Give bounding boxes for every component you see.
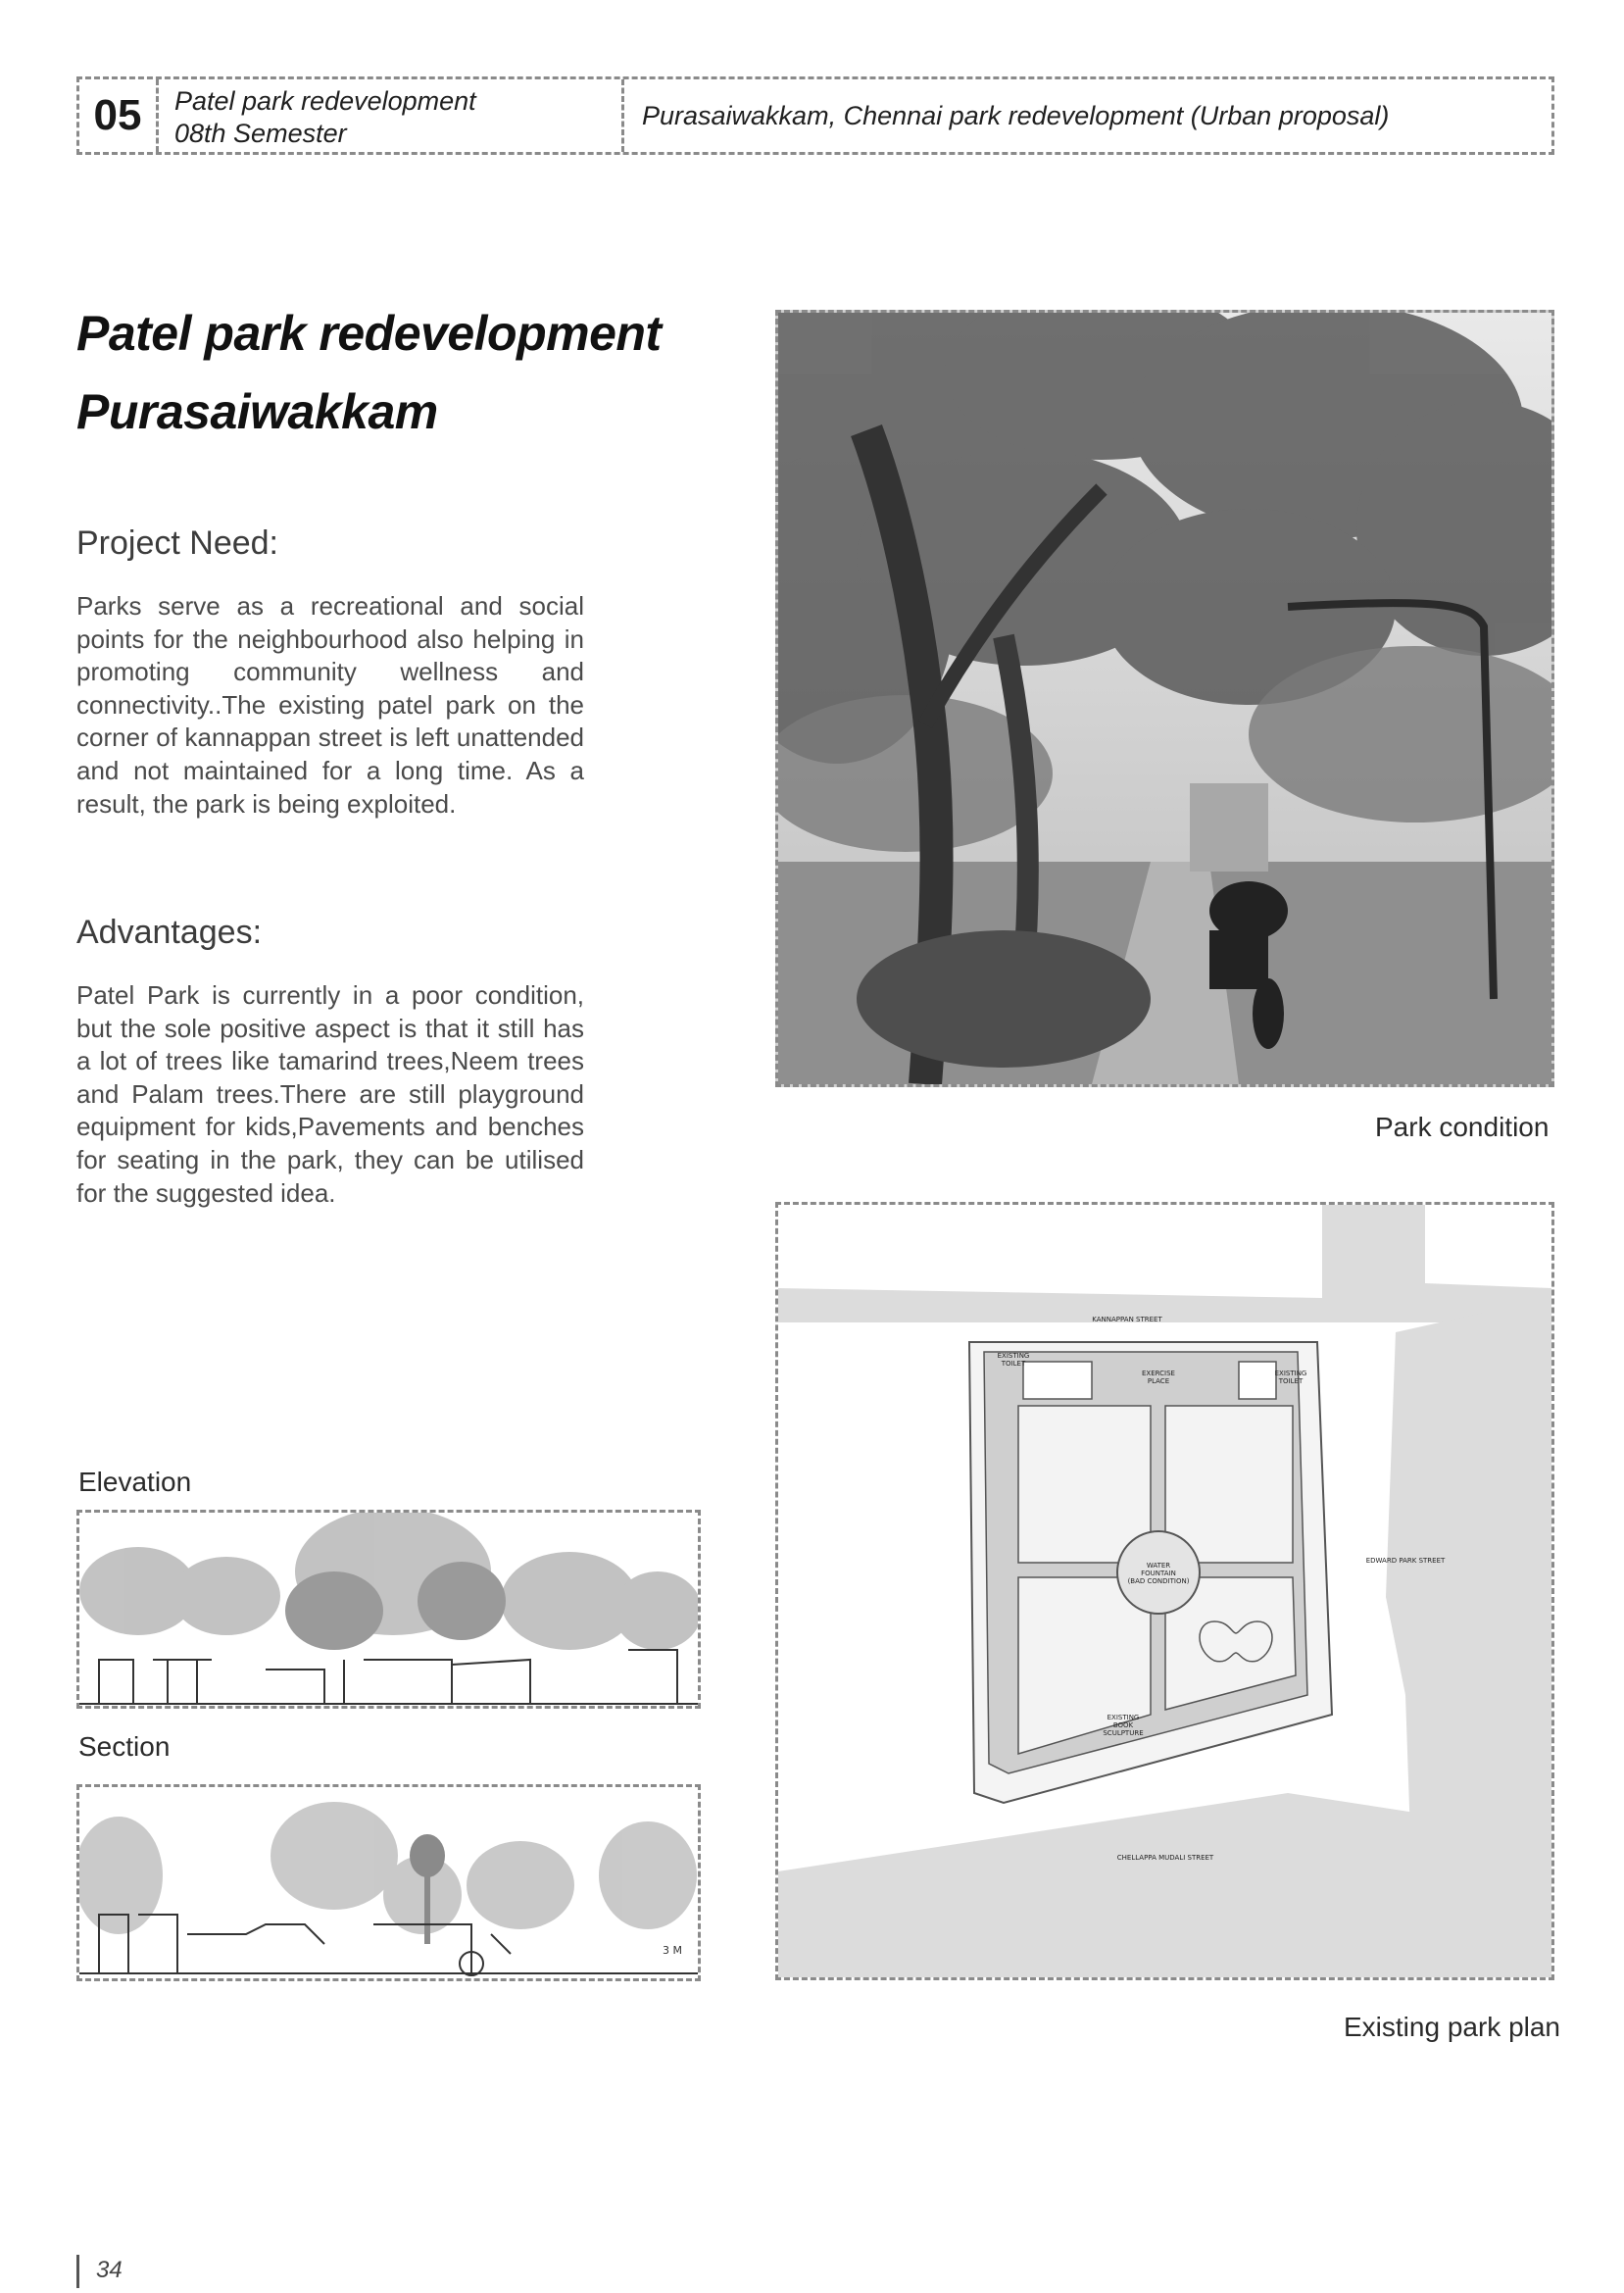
section-number: 05 xyxy=(79,79,159,152)
elevation-caption: Elevation xyxy=(78,1467,192,1497)
toilet-right-label-1: EXISTING xyxy=(1274,1370,1307,1377)
park-condition-photo xyxy=(775,310,1554,1087)
toilet-left-label-1: EXISTING xyxy=(997,1352,1030,1360)
exercise-label-2: PLACE xyxy=(1147,1377,1170,1385)
kannappan-street-label: KANNAPPAN STREET xyxy=(1092,1316,1162,1323)
project-name: Patel park redevelopment xyxy=(174,86,476,116)
semester: 08th Semester xyxy=(174,119,347,148)
section-drawing xyxy=(76,1784,701,1981)
header-bar xyxy=(76,76,1554,155)
advantages-heading: Advantages: xyxy=(76,914,263,951)
title-line-1: Patel park redevelopment xyxy=(76,306,662,361)
page-title xyxy=(76,294,763,451)
sculpture-label-3: SCULPTURE xyxy=(1103,1729,1144,1737)
section-scale-label: 3 M xyxy=(663,1944,682,1957)
plan-caption: Existing park plan xyxy=(1344,2012,1561,2042)
section-caption: Section xyxy=(78,1731,171,1762)
project-description: Purasaiwakkam, Chennai park redevelopment (Urban proposal) xyxy=(642,100,1390,130)
sculpture-label-2: BOOK xyxy=(1112,1721,1134,1729)
sculpture-label-1: EXISTING xyxy=(1107,1714,1140,1721)
toilet-left-label-2: TOILET xyxy=(1001,1360,1026,1368)
project-need-heading: Project Need: xyxy=(76,524,278,562)
fountain-label-3: (BAD CONDITION) xyxy=(1127,1577,1190,1585)
exercise-label-1: EXERCISE xyxy=(1142,1370,1175,1377)
fountain-label-2: FOUNTAIN xyxy=(1141,1570,1176,1577)
existing-park-plan xyxy=(775,1202,1554,1980)
project-need-text: Parks serve as a recreational and social points for the neighbourhood also helping in promoting community wellness and connectivity..The existing patel park on the corner of kannappan street is left unattended and not maintained for a long time. As a result, the park is being exploited. xyxy=(76,591,584,819)
fountain-label-1: WATER xyxy=(1146,1562,1171,1570)
project-info xyxy=(159,79,624,152)
page-number-bar xyxy=(76,2255,79,2288)
chellappa-street-label: CHELLAPPA MUDALI STREET xyxy=(1116,1854,1214,1862)
page-number: 34 xyxy=(96,2257,123,2283)
advantages-text: Patel Park is currently in a poor condition, but the sole positive aspect is that it still has a lot of trees like tamarind trees,Neem trees and Palam trees.There are still playground equipment for kids,Pavements and benches for seating in the park, they can be utilised for the suggested idea. xyxy=(76,980,584,1208)
title-line-2: Purasaiwakkam xyxy=(76,384,438,439)
elevation-drawing xyxy=(76,1510,701,1709)
toilet-right-label-2: TOILET xyxy=(1278,1377,1304,1385)
edward-street-label: EDWARD PARK STREET xyxy=(1365,1557,1446,1565)
photo-caption: Park condition xyxy=(1375,1112,1550,1142)
